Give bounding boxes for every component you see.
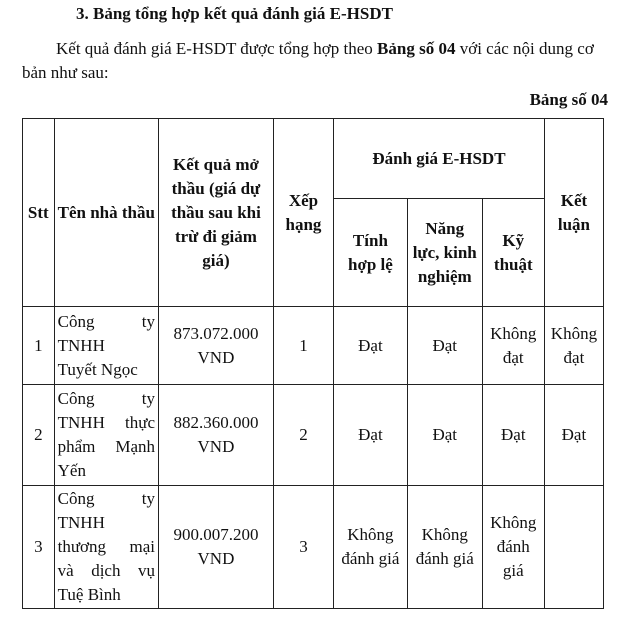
table-row <box>23 385 604 486</box>
cell-technical: Không đạt <box>482 307 544 385</box>
header-bidder-name: Tên nhà thầu <box>54 119 158 307</box>
cell-price: 900.007.200 VND <box>159 486 274 609</box>
cell-technical: Đạt <box>482 385 544 486</box>
cell-rank: 1 <box>273 307 333 385</box>
header-conclusion: Kết luận <box>544 119 603 307</box>
bidder-name-line: TNHH <box>57 335 105 355</box>
section-heading: 3. Bảng tổng hợp kết quả đánh giá E-HSDT <box>76 4 393 23</box>
bidder-name-line: Tuệ Bình <box>57 585 121 604</box>
header-capability: Năng lực, kinh nghiệm <box>407 199 482 307</box>
bidder-name-line: Công ty <box>57 389 155 408</box>
cell-price: 882.360.000 VND <box>159 385 274 486</box>
header-technical: Kỹ thuật <box>482 199 544 307</box>
table-row <box>23 486 604 609</box>
cell-stt: 3 <box>23 486 55 609</box>
cell-validity: Đạt <box>334 307 408 385</box>
bidder-name-line: Công ty <box>57 311 155 331</box>
cell-rank: 2 <box>273 385 333 486</box>
bidder-name-line: Công ty <box>57 489 155 508</box>
header-row-top <box>23 119 604 199</box>
intro-paragraph <box>22 37 604 85</box>
header-opening-result: Kết quả mở thầu (giá dự thầu sau khi trừ đi giảm giá) <box>159 119 274 307</box>
cell-stt: 2 <box>23 385 55 486</box>
table-body <box>23 307 604 609</box>
intro-text-after: với các nội dung cơ bản như sau: <box>22 39 594 82</box>
cell-capability: Đạt <box>407 385 482 486</box>
cell-price: 873.072.000 VND <box>159 307 274 385</box>
bidder-name-line: Yến <box>57 461 86 480</box>
cell-conclusion: Không đạt <box>544 307 603 385</box>
cell-bidder-name <box>54 307 158 385</box>
bidder-name-line: phẩm Mạnh <box>57 437 155 456</box>
cell-bidder-name <box>54 385 158 486</box>
bidder-name-line: Tuyết Ngọc <box>57 359 138 379</box>
cell-bidder-name <box>54 486 158 609</box>
cell-rank: 3 <box>273 486 333 609</box>
table-row <box>23 307 604 385</box>
cell-conclusion <box>544 486 603 609</box>
intro-text-before: Kết quả đánh giá E-HSDT được tổng hợp theo <box>56 39 378 58</box>
bidder-name-line: và dịch vụ <box>57 561 155 580</box>
cell-stt: 1 <box>23 307 55 385</box>
cell-capability: Đạt <box>407 307 482 385</box>
cell-technical: Không đánh giá <box>482 486 544 609</box>
bidder-name-line: TNHH <box>57 513 105 532</box>
table-header <box>23 119 604 307</box>
bidder-name-line: TNHH thực <box>57 413 155 432</box>
header-evaluation-group: Đánh giá E-HSDT <box>334 119 545 199</box>
intro-table-reference: Bảng số 04 <box>377 39 456 58</box>
cell-validity: Không đánh giá <box>334 486 408 609</box>
cell-capability: Không đánh giá <box>407 486 482 609</box>
table-caption: Bảng số 04 <box>529 90 608 109</box>
cell-conclusion: Đạt <box>544 385 603 486</box>
header-rank: Xếp hạng <box>273 119 333 307</box>
header-stt: Stt <box>23 119 55 307</box>
cell-validity: Đạt <box>334 385 408 486</box>
evaluation-results-table <box>22 118 604 609</box>
bidder-name-line: thương mại <box>57 537 155 556</box>
header-validity: Tính hợp lệ <box>334 199 408 307</box>
